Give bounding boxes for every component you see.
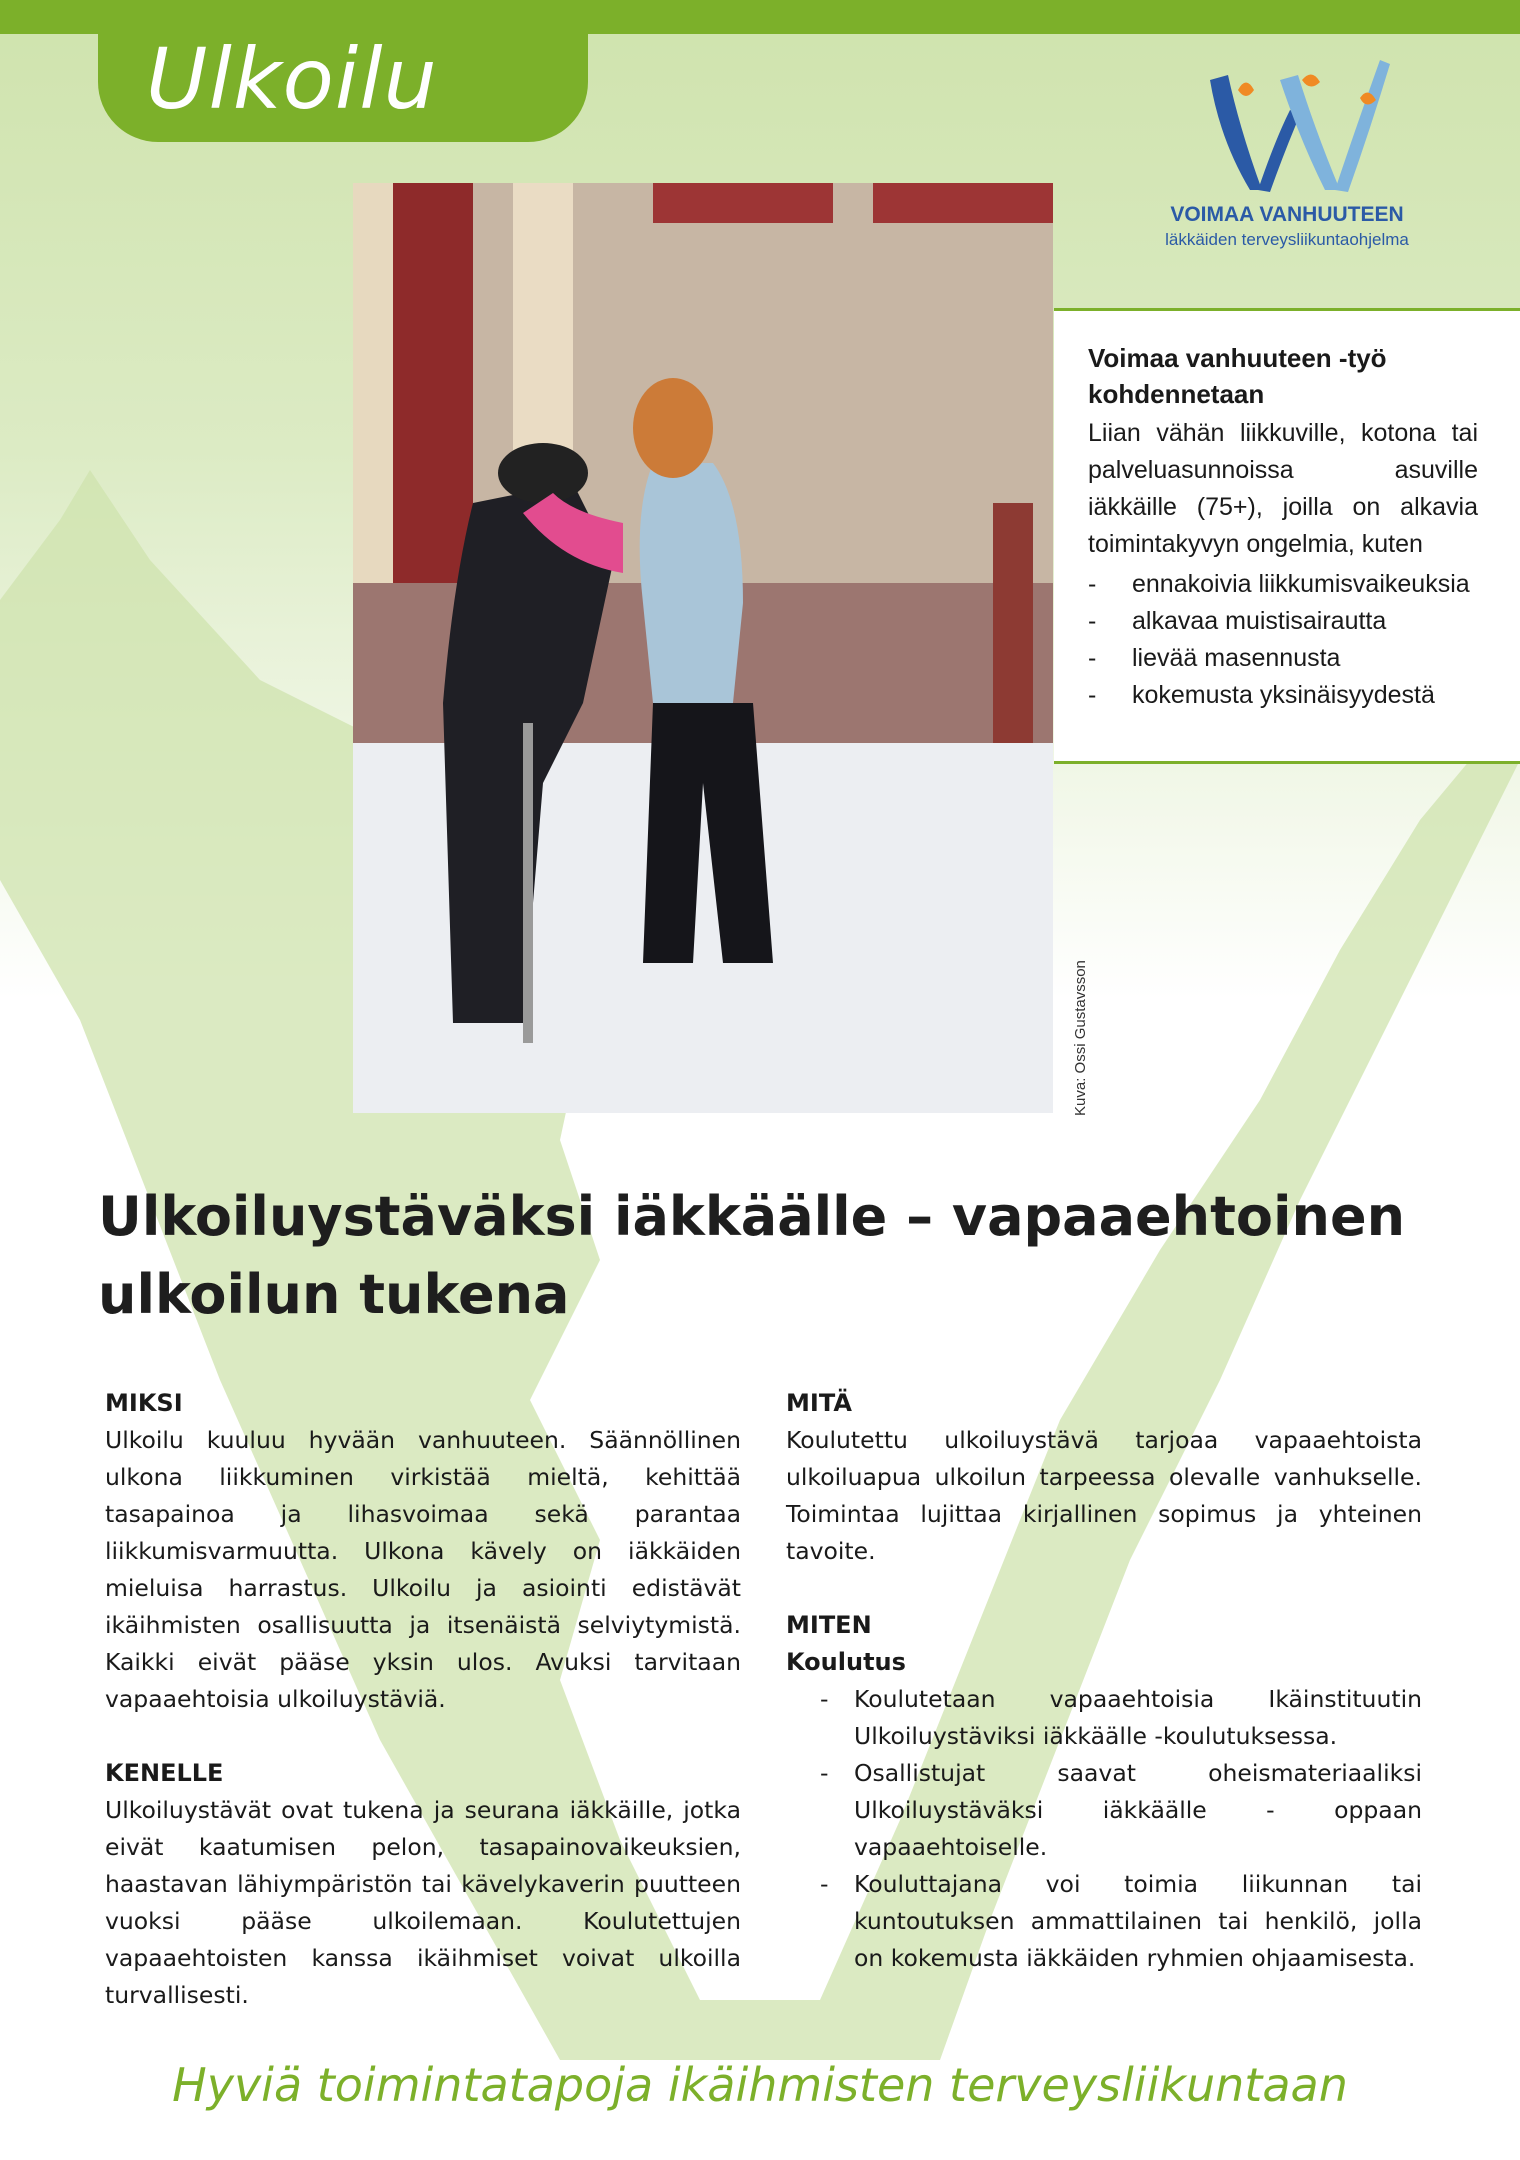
list-item: - ennakoivia liikkumisvaikeuksia xyxy=(1088,566,1470,603)
miksi-heading: MIKSI xyxy=(105,1389,183,1417)
infobox-title: Voimaa vanhuuteen -työ kohdennetaan xyxy=(1088,343,1387,409)
footer-tagline: Hyviä toimintatapoja ikäihmisten terveysliikuntaan xyxy=(172,2058,1348,2112)
list-item: - Koulutetaan vapaaehtoisia Ikäinstituutin Ulkoiluystäviksi iäkkäälle -koulutuksessa. xyxy=(786,1681,1422,1755)
right-column xyxy=(786,1385,1422,1977)
photo-elderly-walk xyxy=(353,183,1053,1113)
logo-subtitle: läkkäiden terveysliikuntaohjelma xyxy=(1165,230,1409,249)
miksi-text: Ulkoilu kuuluu hyvään vanhuuteen. Säännöllinen ulkona liikkuminen virkistää mieltä, kehittää tasapainoa ja lihasvoimaa sekä parantaa liikkumisvarmuutta. Ulkona kävely on iäkkäiden mieluisa harrastus. Ulkoilu ja asiointi edistävät ikäihmisten osallisuutta ja itsenäistä selviytymistä. Kaikki eivät pääse yksin ulos. Avuksi tarvitaan vapaaehtoisia ulkoiluystäviä. xyxy=(105,1426,741,1713)
mita-text: Koulutettu ulkoiluystävä tarjoaa vapaaehtoista ulkoiluapua ulkoilun tarpeessa olevalle vanhukselle. Toimintaa lujittaa kirjallinen sopimus ja yhteinen tavoite. xyxy=(786,1426,1422,1565)
voimaa-vanhuuteen-logo-icon xyxy=(1150,50,1410,260)
list-item: - kokemusta yksinäisyydestä xyxy=(1088,677,1470,714)
list-item: - lievää masennusta xyxy=(1088,640,1470,677)
list-item: - alkavaa muistisairautta xyxy=(1088,603,1470,640)
kenelle-heading: KENELLE xyxy=(105,1759,224,1787)
list-item: - Kouluttajana voi toimia liikunnan tai kuntoutuksen ammattilainen tai henkilö, jolla on kokemusta iäkkäiden ryhmien ohjaamisesta. xyxy=(786,1866,1422,1977)
page-title: Ulkoiluystäväksi iäkkäälle – vapaaehtoinen ulkoilun tukena xyxy=(98,1185,1406,1326)
infobox-text: Liian vähän liikkuville, kotona tai palveluasunnoissa asuville iäkkäille (75+), joilla on alkavia toimintakyvyn ongelmia, kuten xyxy=(1088,419,1478,558)
left-column xyxy=(105,1385,741,2014)
section-tab-label: Ulkoilu xyxy=(146,30,438,128)
list-item: - Osallistujat saavat oheismateriaaliksi Ulkoiluystäväksi iäkkäälle - oppaan vapaaehtoiselle. xyxy=(786,1755,1422,1866)
koulutus-heading: Koulutus xyxy=(786,1648,906,1676)
logo-name: VOIMAA VANHUUTEEN xyxy=(1170,203,1404,226)
koulutus-list xyxy=(786,1681,1422,1977)
kenelle-text: Ulkoiluystävät ovat tukena ja seurana iäkkäille, jotka eivät kaatumisen pelon, tasapainovaikeuksien, haastavan lähiympäristön tai kävelykaverin puutteen vuoksi pääse ulkoilemaan. Koulutettujen vapaaehtoisten kanssa ikäihmiset voivat ulkoilla turvallisesti. xyxy=(105,1796,741,2009)
mita-heading: MITÄ xyxy=(786,1389,852,1417)
miten-heading: MITEN xyxy=(786,1611,872,1639)
infobox-list xyxy=(1088,566,1470,714)
photo-credit: Kuva: Ossi Gustavsson xyxy=(1072,960,1089,1116)
